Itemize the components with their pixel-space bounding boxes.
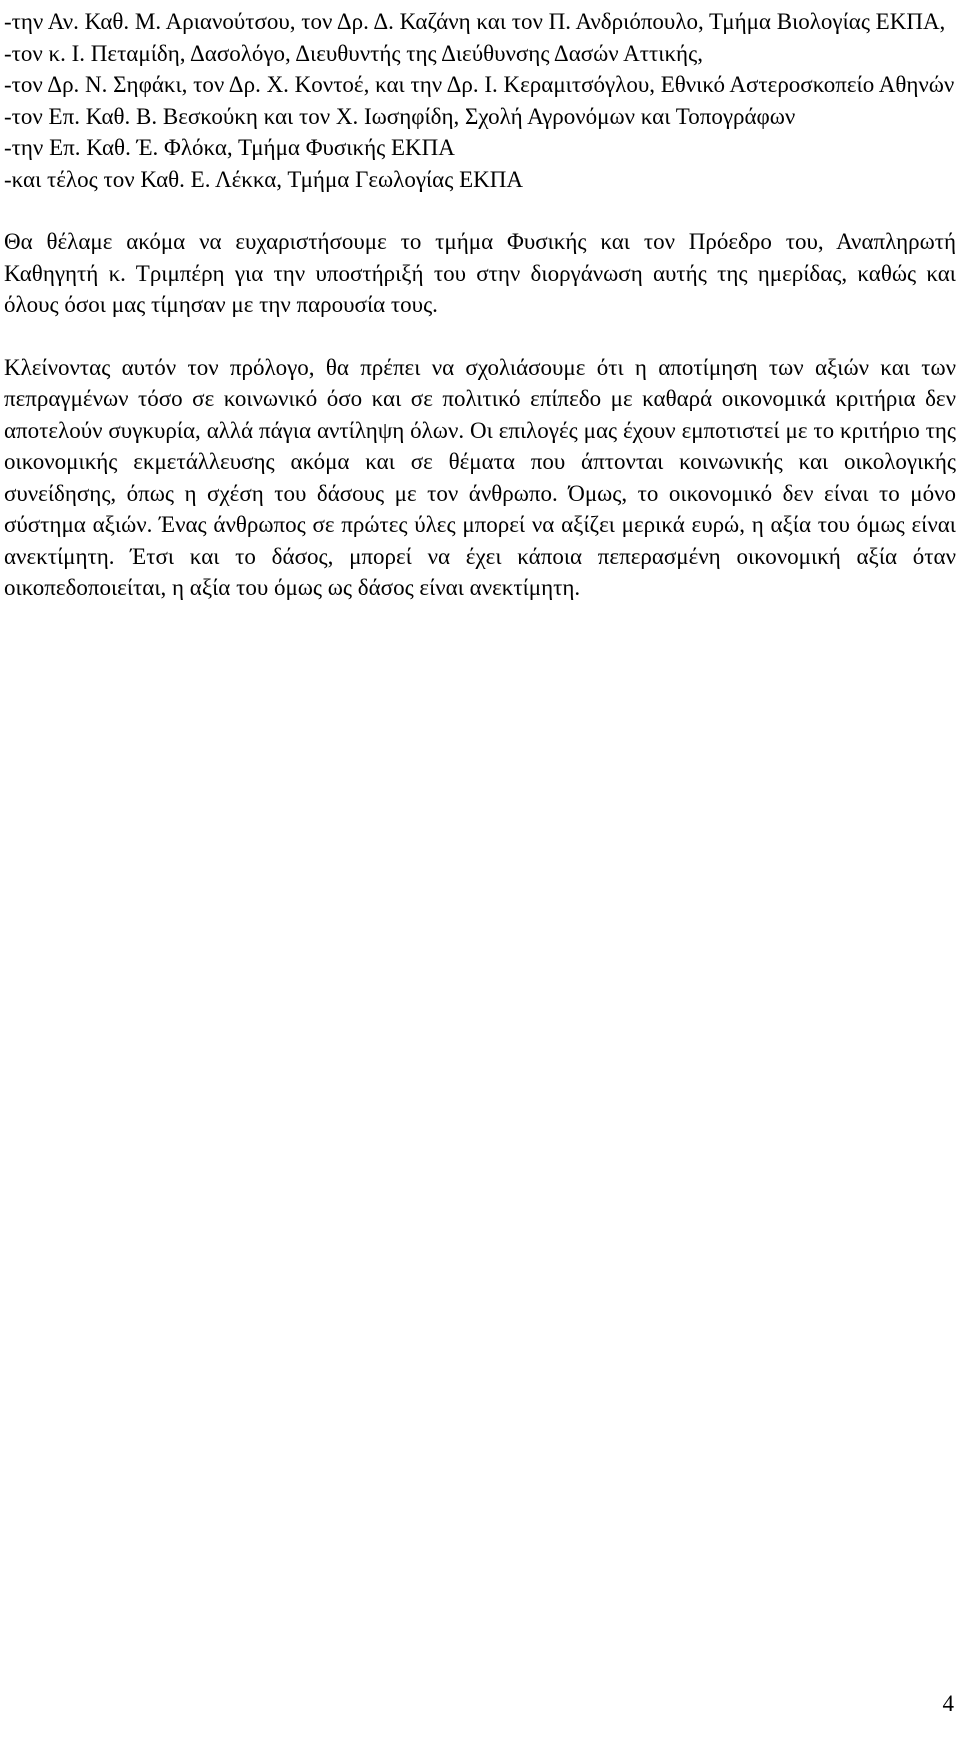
acknowledgement-item: -την Αν. Καθ. Μ. Αριανούτσου, τον Δρ. Δ. Καζάνη και τον Π. Ανδριόπουλο, Τμήμα Βιολογίας ΕΚΠΑ, (4, 9, 946, 34)
document-page (4, 6, 956, 604)
thanks-paragraph: Θα θέλαμε ακόμα να ευχαριστήσουμε το τμήμα Φυσικής και τον Πρόεδρο του, Αναπληρωτή Καθηγητή κ. Τριμπέρη για την υποστήριξή του στην διοργάνωση αυτής της ημερίδας, καθώς και όλους όσοι μας τίμησαν με την παρουσία τους. (4, 229, 956, 317)
acknowledgement-item: -τον κ. Ι. Πεταμίδη, Δασολόγο, Διευθυντής της Διεύθυνσης Δασών Αττικής, (4, 40, 703, 66)
acknowledgements-list (4, 6, 956, 195)
page-number: 4 (942, 1691, 954, 1716)
acknowledgement-item: -και τέλος τον Καθ. Ε. Λέκκα, Τμήμα Γεωλογίας ΕΚΠΑ (4, 166, 523, 192)
acknowledgement-item: -τον Δρ. Ν. Σηφάκι, τον Δρ. Χ. Κοντοέ, και την Δρ. Ι. Κεραμιτσόγλου, Εθνικό Αστεροσκοπείο Αθηνών (4, 72, 955, 97)
closing-paragraph: Κλείνοντας αυτόν τον πρόλογο, θα πρέπει να σχολιάσουμε ότι η αποτίμηση των αξιών και των πεπραγμένων τόσο σε κοινωνικό όσο και σε πολιτικό επίπεδο με καθαρά οικονομικά κριτήρια δεν αποτελούν συγκυρία, αλλά πάγια αντίληψη όλων. Οι επιλογές μας έχουν εμποτιστεί με το κριτήριο της οικονομικής εκμετάλλευσης ακόμα και σε θέματα που άπτονται κοινωνικής και οικολογικής συνείδησης, όπως η σχέση του δάσους με τον άνθρωπο. Όμως, το οικονομικό δεν είναι το μόνο σύστημα αξιών. Ένας άνθρωπος σε πρώτες ύλες μπορεί να αξίζει μερικά ευρώ, η αξία του όμως είναι ανεκτίμητη. Έτσι και το δάσος, μπορεί να έχει κάποια πεπερασμένη οικονομική αξία όταν οικοπεδοποιείται, η αξία του όμως ως δάσος είναι ανεκτίμητη. (4, 354, 956, 600)
acknowledgement-item: -την Επ. Καθ. Έ. Φλόκα, Τμήμα Φυσικής ΕΚΠΑ (4, 135, 455, 160)
acknowledgement-item: -τον Επ. Καθ. Β. Βεσκούκη και τον Χ. Ιωσηφίδη, Σχολή Αγρονόμων και Τοπογράφων (4, 103, 796, 129)
